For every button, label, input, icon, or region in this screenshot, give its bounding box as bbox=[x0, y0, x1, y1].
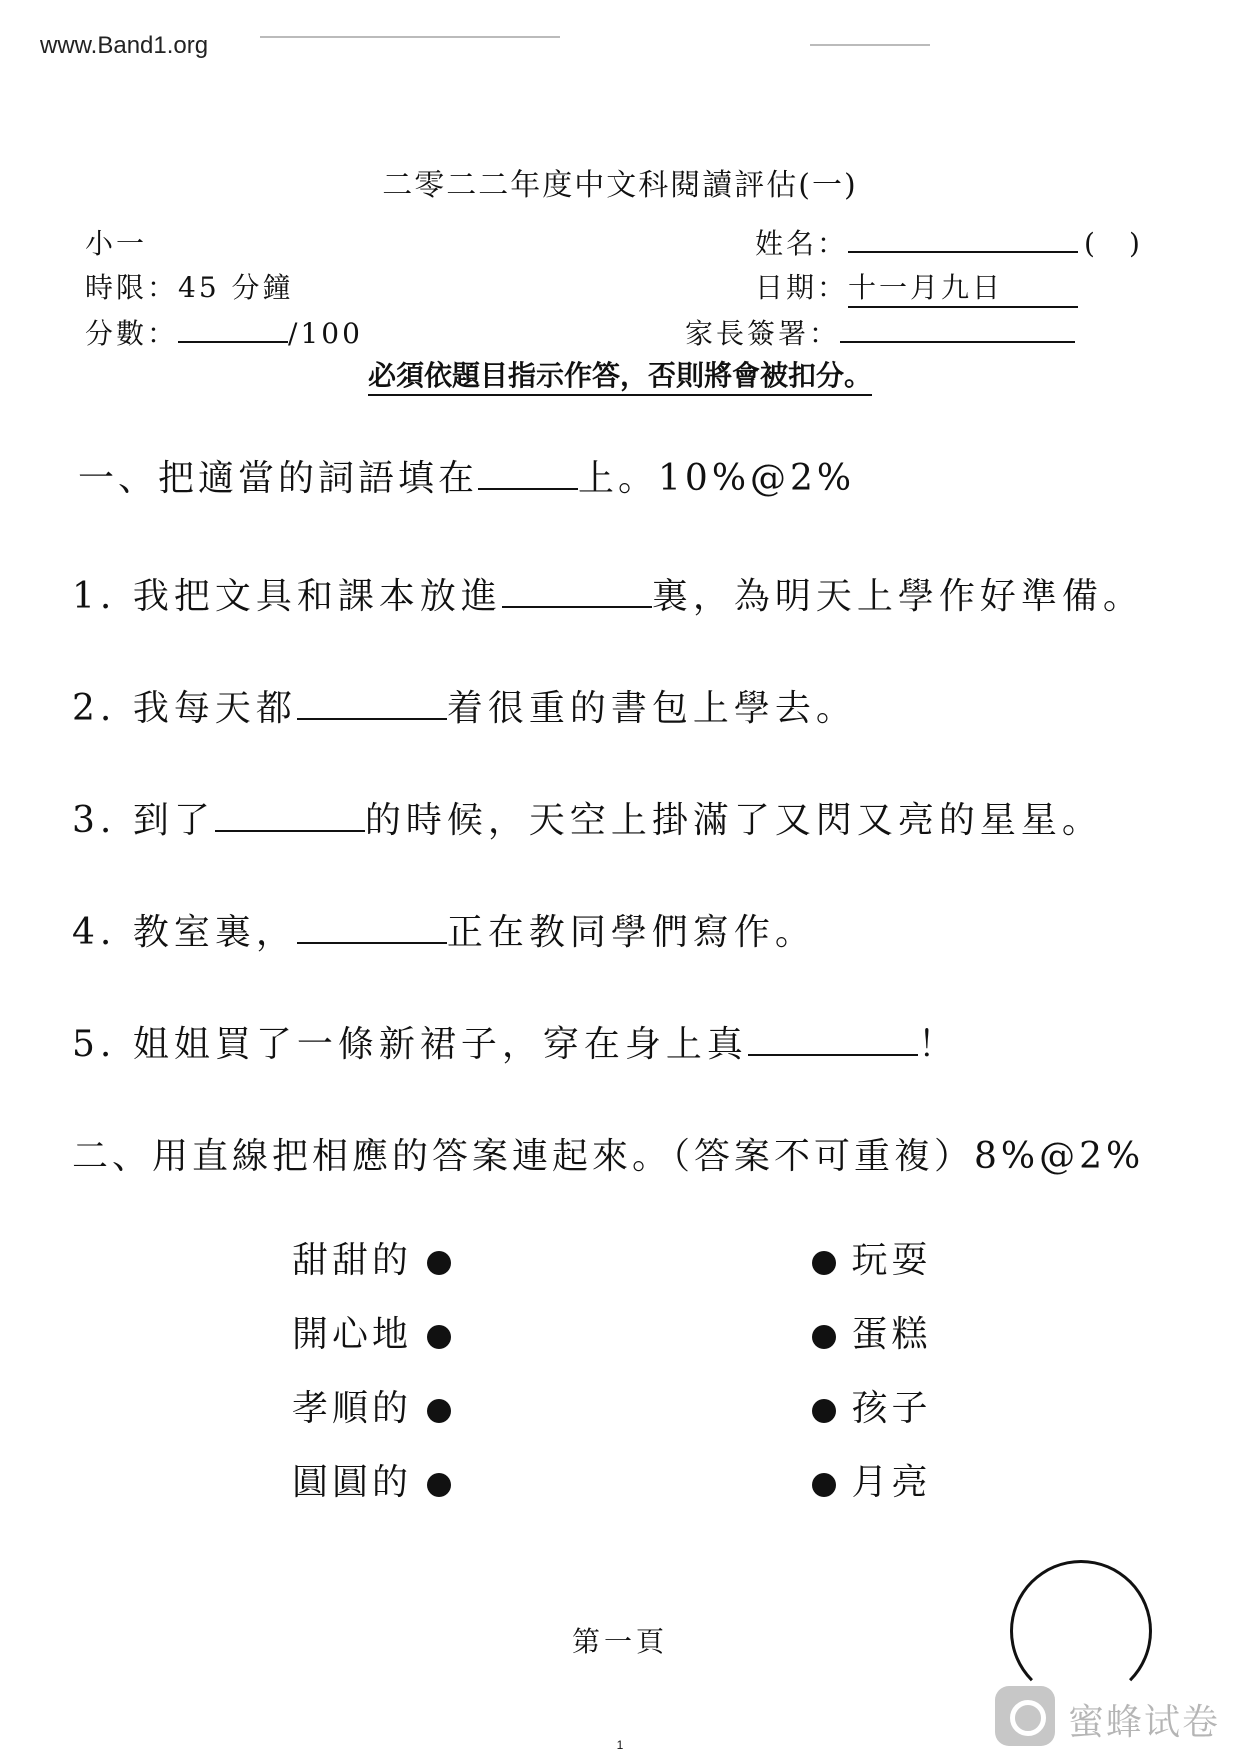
section1-title: 一、把適當的詞語填在 上。10%@2% bbox=[78, 458, 856, 499]
watermark-text: 蜜蜂试卷 bbox=[1068, 1702, 1221, 1743]
match-left-1: 甜甜的 bbox=[292, 1232, 451, 1283]
class-label: 小一 bbox=[85, 227, 148, 260]
answer-blank-5[interactable] bbox=[748, 1054, 918, 1056]
date-label: 日期： bbox=[755, 271, 849, 304]
score-label: 分數： bbox=[85, 317, 179, 350]
answer-blank-2[interactable] bbox=[297, 718, 447, 720]
question-3: 3. 到了 的時候，天空上掛滿了又閃又亮的星星。 bbox=[72, 800, 1103, 841]
parent-sign-label: 家長簽署： bbox=[685, 317, 841, 350]
question-4: 4. 教室裏， 正在教同學們寫作。 bbox=[72, 912, 816, 953]
scan-line bbox=[260, 36, 560, 38]
scan-line bbox=[810, 44, 930, 46]
parent-sign-blank[interactable] bbox=[840, 341, 1075, 343]
match-dot-left[interactable] bbox=[427, 1251, 451, 1275]
answer-blank-3[interactable] bbox=[215, 830, 365, 832]
match-left-4: 圓圓的 bbox=[292, 1454, 451, 1505]
name-row bbox=[755, 222, 1143, 262]
match-dot-left[interactable] bbox=[427, 1399, 451, 1423]
match-left-3: 孝順的 bbox=[292, 1380, 451, 1431]
answer-blank-1[interactable] bbox=[502, 606, 652, 608]
page-footer: 第一頁 bbox=[571, 1625, 668, 1658]
score-total: /100 bbox=[288, 317, 363, 350]
match-dot-right[interactable] bbox=[812, 1325, 836, 1349]
class-number-paren: ( ) bbox=[1084, 227, 1143, 260]
question-5: 5. 姐姐買了一條新裙子，穿在身上真 ！ bbox=[72, 1024, 959, 1065]
match-dot-right[interactable] bbox=[812, 1251, 836, 1275]
score-circle bbox=[1010, 1560, 1152, 1702]
match-left-2: 開心地 bbox=[292, 1306, 451, 1357]
time-limit: 時限：45 分鐘 bbox=[85, 271, 294, 304]
match-right-2: 蛋糕 bbox=[812, 1306, 931, 1357]
date-value: 十一月九日 bbox=[848, 266, 1078, 308]
match-dot-left[interactable] bbox=[427, 1325, 451, 1349]
question-2: 2. 我每天都 着很重的書包上學去。 bbox=[72, 688, 857, 729]
site-url: www.Band1.org bbox=[40, 32, 209, 59]
answer-blank-4[interactable] bbox=[297, 942, 447, 944]
match-right-3: 孩子 bbox=[812, 1380, 931, 1431]
name-label: 姓名： bbox=[755, 227, 849, 260]
match-dot-right[interactable] bbox=[812, 1399, 836, 1423]
match-right-1: 玩耍 bbox=[812, 1232, 931, 1283]
match-dot-left[interactable] bbox=[427, 1473, 451, 1497]
parent-sign-row bbox=[685, 312, 1075, 352]
match-right-4: 月亮 bbox=[812, 1454, 931, 1505]
score-row bbox=[85, 312, 363, 352]
section1-blank bbox=[478, 488, 578, 490]
page-number: 1 bbox=[616, 1738, 624, 1752]
name-blank[interactable] bbox=[848, 251, 1078, 253]
page-title: 二零二二年度中文科閱讀評估(一) bbox=[382, 168, 858, 203]
watermark-q-icon bbox=[1010, 1700, 1046, 1736]
instruction-warning: 必須依題目指示作答，否則將會被扣分。 bbox=[0, 354, 1240, 394]
section2-title: 二、用直線把相應的答案連起來。（答案不可重複）8%@2% bbox=[72, 1136, 1145, 1177]
match-dot-right[interactable] bbox=[812, 1473, 836, 1497]
date-row bbox=[755, 266, 1078, 308]
question-1: 1. 我把文具和課本放進 裏，為明天上學作好準備。 bbox=[72, 576, 1144, 617]
score-blank[interactable] bbox=[178, 341, 288, 343]
